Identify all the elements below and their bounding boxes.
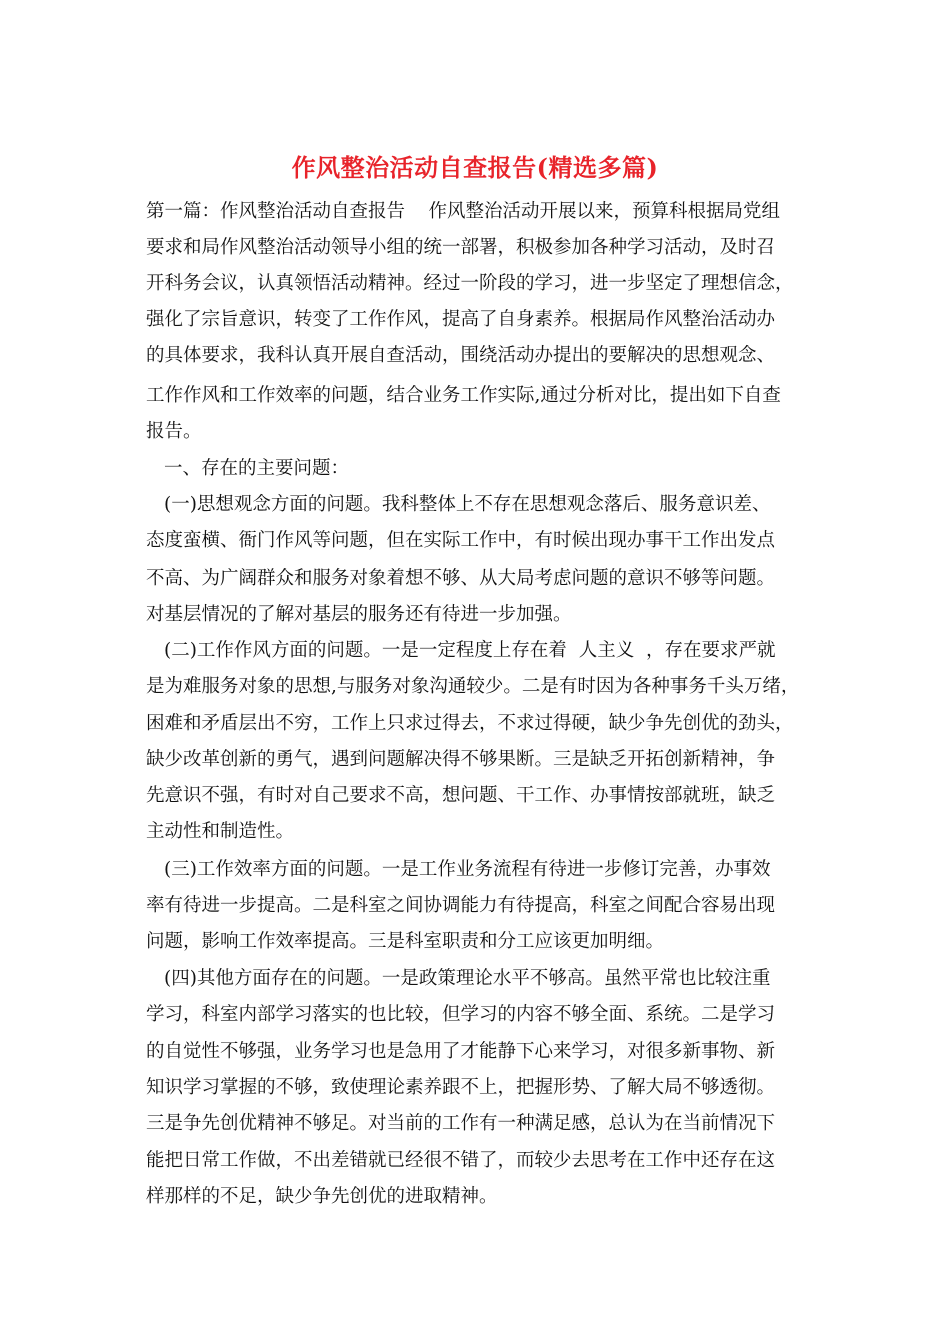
paragraph-line: 先意识不强，有时对自己要求不高，想问题、干工作、办事情按部就班，缺乏: [146, 785, 776, 806]
paragraph-line: 学习，科室内部学习落实的也比较，但学习的内容不够全面、系统。二是学习: [146, 1004, 776, 1025]
paragraph-line: (一)思想观念方面的问题。我科整体上不存在思想观念落后、服务意识差、: [164, 494, 771, 515]
paragraph-line: 工作作风和工作效率的问题，结合业务工作实际,通过分析对比，提出如下自查: [146, 385, 781, 406]
paragraph-line: 三是争先创优精神不够足。对当前的工作有一种满足感，总认为在当前情况下: [146, 1113, 776, 1134]
paragraph-line: 的具体要求，我科认真开展自查活动，围绕活动办提出的要解决的思想观念、: [146, 345, 776, 366]
paragraph-line: 不高、为广阔群众和服务对象着想不够、从大局考虑问题的意识不够等问题。: [146, 568, 776, 589]
paragraph-line: 是为难服务对象的思想,与服务对象沟通较少。二是有时因为各种事务千头万绪，: [146, 676, 800, 697]
section-heading: 一、存在的主要问题：: [164, 458, 350, 479]
paragraph-line: (二)工作作风方面的问题。一是一定程度上存在着 人主义 ，存在要求严就: [164, 640, 776, 661]
paragraph-line: 要求和局作风整治活动领导小组的统一部署，积极参加各种学习活动，及时召: [146, 237, 776, 258]
paragraph-line: (四)其他方面存在的问题。一是政策理论水平不够高。虽然平常也比较注重: [164, 968, 771, 989]
paragraph-line: 问题，影响工作效率提高。三是科室职责和分工应该更加明细。: [146, 931, 665, 952]
paragraph-line: 缺少改革创新的勇气，遇到问题解决得不够果断。三是缺乏开拓创新精神，争: [146, 749, 776, 770]
paragraph-line: 能把日常工作做，不出差错就已经很不错了，而较少去思考在工作中还存在这: [146, 1150, 776, 1171]
paragraph-line: 第一篇：作风整治活动自查报告 作风整治活动开展以来，预算科根据局党组: [146, 201, 781, 222]
paragraph-line: 样那样的不足，缺少争先创优的进取精神。: [146, 1186, 498, 1207]
document-title: 作风整治活动自查报告(精选多篇): [291, 153, 659, 182]
paragraph-line: 知识学习掌握的不够，致使理论素养跟不上，把握形势、了解大局不够透彻。: [146, 1077, 776, 1098]
paragraph-line: 报告。: [146, 421, 202, 442]
paragraph-line: 态度蛮横、衙门作风等问题，但在实际工作中，有时候出现办事干工作出发点: [146, 530, 776, 551]
paragraph-line: 开科务会议，认真领悟活动精神。经过一阶段的学习，进一步坚定了理想信念，: [146, 273, 794, 294]
paragraph-line: 强化了宗旨意识，转变了工作作风，提高了自身素养。根据局作风整治活动办: [146, 309, 776, 330]
paragraph-line: 困难和矛盾层出不穷，工作上只求过得去，不求过得硬，缺少争先创优的劲头，: [146, 713, 794, 734]
paragraph-line: 率有待进一步提高。二是科室之间协调能力有待提高，科室之间配合容易出现: [146, 895, 776, 916]
paragraph-line: 主动性和制造性。: [146, 821, 295, 842]
paragraph-line: (三)工作效率方面的问题。一是工作业务流程有待进一步修订完善，办事效: [164, 859, 771, 880]
paragraph-line: 对基层情况的了解对基层的服务还有待进一步加强。: [146, 604, 572, 625]
paragraph-line: 的自觉性不够强，业务学习也是急用了才能静下心来学习，对很多新事物、新: [146, 1041, 776, 1062]
